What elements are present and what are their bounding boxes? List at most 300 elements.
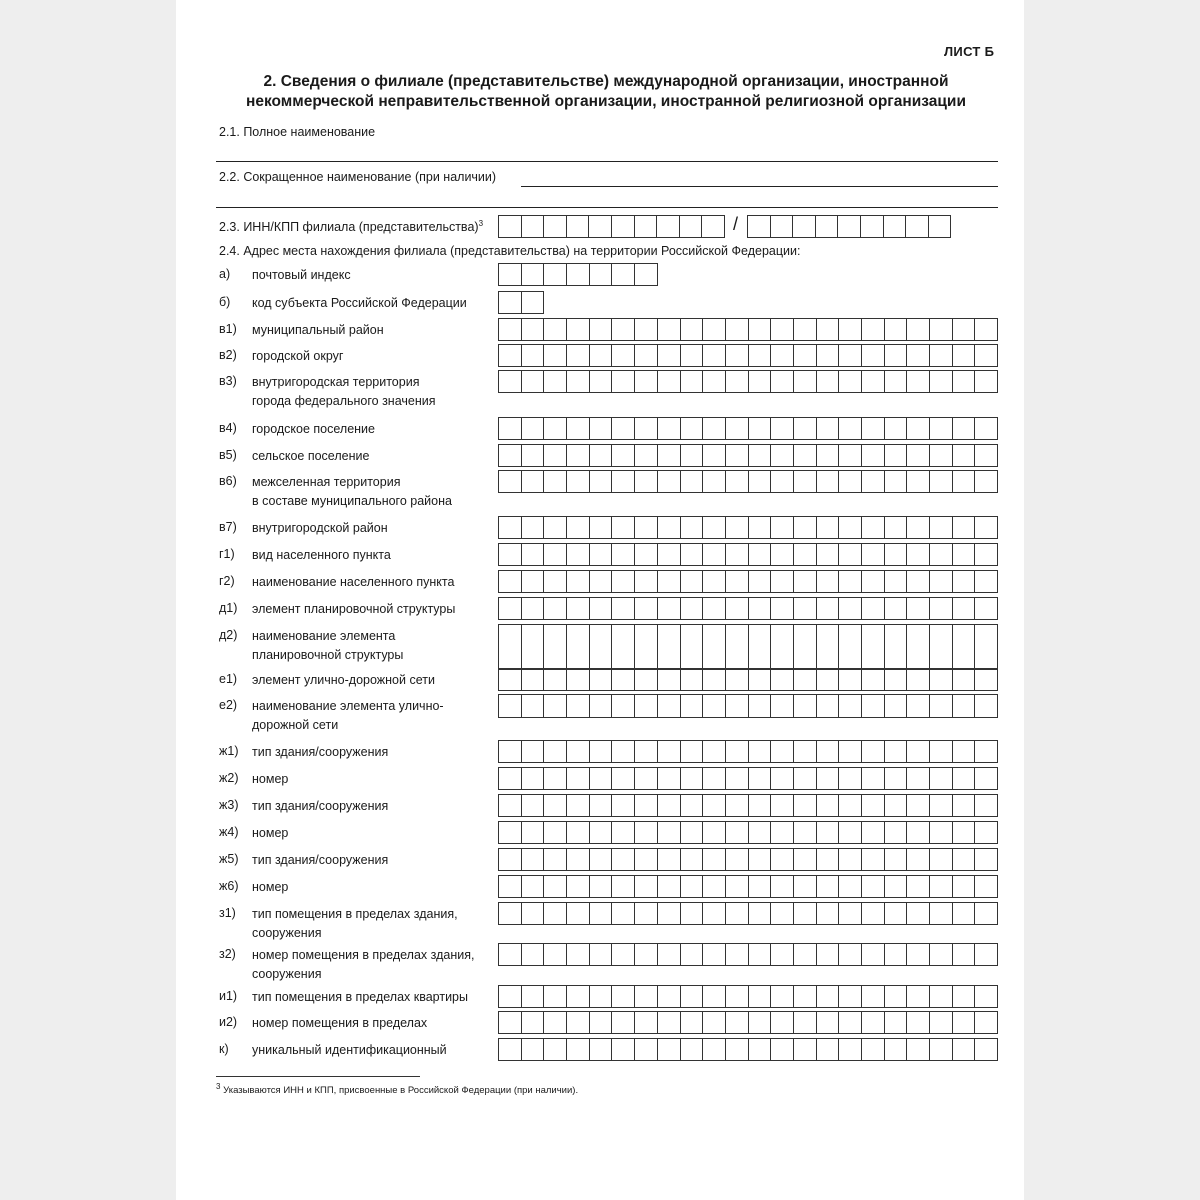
input-cell[interactable] (975, 445, 998, 467)
input-cell[interactable] (862, 903, 885, 925)
input-cell[interactable] (590, 741, 613, 763)
input-cell[interactable] (681, 849, 704, 871)
input-cell[interactable] (567, 669, 590, 691)
input-cell[interactable] (794, 669, 817, 691)
short-name-input-line[interactable] (521, 186, 998, 187)
input-cell[interactable] (499, 345, 522, 367)
input-cell[interactable] (930, 876, 953, 898)
input-cell[interactable] (885, 1012, 908, 1034)
input-cell[interactable] (544, 669, 567, 691)
input-cell[interactable] (567, 544, 590, 566)
input-cell[interactable] (794, 768, 817, 790)
input-cell[interactable] (885, 695, 908, 718)
input-cell[interactable] (749, 319, 772, 341)
input-cell[interactable] (612, 471, 635, 493)
input-cell[interactable] (544, 471, 567, 493)
input-cell[interactable] (794, 986, 817, 1008)
input-cell[interactable] (953, 345, 976, 367)
input-cell[interactable] (612, 517, 635, 539)
input-cell[interactable] (703, 903, 726, 925)
input-cell[interactable] (885, 418, 908, 440)
input-cell[interactable] (771, 741, 794, 763)
input-cell[interactable] (703, 445, 726, 467)
input-cell[interactable] (771, 1012, 794, 1034)
input-cell[interactable] (817, 822, 840, 844)
input-cell[interactable] (703, 768, 726, 790)
input-cell[interactable] (499, 695, 522, 718)
input-cell[interactable] (862, 1039, 885, 1061)
input-cell[interactable] (726, 319, 749, 341)
address-row-cells[interactable] (498, 570, 998, 593)
input-cell[interactable] (907, 371, 930, 393)
input-cell[interactable] (703, 544, 726, 566)
input-cell[interactable] (930, 371, 953, 393)
input-cell[interactable] (658, 371, 681, 393)
input-cell[interactable] (930, 822, 953, 844)
input-cell[interactable] (953, 669, 976, 691)
full-name-input-line[interactable] (216, 161, 998, 162)
input-cell[interactable] (817, 741, 840, 763)
input-cell[interactable] (975, 517, 998, 539)
input-cell[interactable] (726, 418, 749, 440)
input-cell[interactable] (817, 471, 840, 493)
input-cell[interactable] (907, 571, 930, 593)
input-cell[interactable] (590, 571, 613, 593)
input-cell[interactable] (930, 418, 953, 440)
input-cell[interactable] (590, 695, 613, 718)
input-cell[interactable] (862, 986, 885, 1008)
input-cell[interactable] (590, 986, 613, 1008)
address-row-cells[interactable] (498, 516, 998, 539)
input-cell[interactable] (590, 1039, 613, 1061)
input-cell[interactable] (499, 471, 522, 493)
input-cell[interactable] (817, 669, 840, 691)
input-cell[interactable] (703, 625, 726, 670)
input-cell[interactable] (590, 517, 613, 539)
input-cell[interactable] (885, 517, 908, 539)
input-cell[interactable] (907, 471, 930, 493)
input-cell[interactable] (794, 1039, 817, 1061)
input-cell[interactable] (522, 944, 545, 966)
address-row-cells[interactable] (498, 694, 998, 718)
input-cell[interactable] (794, 418, 817, 440)
input-cell[interactable] (567, 876, 590, 898)
input-cell[interactable] (953, 695, 976, 718)
input-cell[interactable] (703, 741, 726, 763)
input-cell[interactable] (953, 1012, 976, 1034)
input-cell[interactable] (975, 371, 998, 393)
input-cell[interactable] (681, 1012, 704, 1034)
input-cell[interactable] (975, 822, 998, 844)
input-cell[interactable] (544, 625, 567, 670)
input-cell[interactable] (612, 944, 635, 966)
input-cell[interactable] (817, 517, 840, 539)
input-cell[interactable] (681, 986, 704, 1008)
input-cell[interactable] (635, 598, 658, 620)
input-cell[interactable] (839, 544, 862, 566)
input-cell[interactable] (544, 571, 567, 593)
input-cell[interactable] (635, 571, 658, 593)
input-cell[interactable] (839, 345, 862, 367)
input-cell[interactable] (794, 319, 817, 341)
input-cell[interactable] (975, 876, 998, 898)
input-cell[interactable] (499, 418, 522, 440)
input-cell[interactable] (567, 471, 590, 493)
input-cell[interactable] (930, 669, 953, 691)
input-cell[interactable] (681, 598, 704, 620)
input-cell[interactable] (658, 669, 681, 691)
input-cell[interactable] (885, 544, 908, 566)
input-cell[interactable] (635, 517, 658, 539)
input-cell[interactable] (930, 741, 953, 763)
input-cell[interactable] (771, 822, 794, 844)
input-cell[interactable] (885, 598, 908, 620)
input-cell[interactable] (658, 695, 681, 718)
input-cell[interactable] (522, 903, 545, 925)
input-cell[interactable] (703, 695, 726, 718)
address-row-cells[interactable] (498, 543, 998, 566)
input-cell[interactable] (658, 517, 681, 539)
address-row-cells[interactable] (498, 624, 998, 670)
input-cell[interactable] (658, 876, 681, 898)
address-row-cells[interactable] (498, 1011, 998, 1034)
input-cell[interactable] (544, 849, 567, 871)
input-cell[interactable] (544, 371, 567, 393)
input-cell[interactable] (612, 822, 635, 844)
input-cell[interactable] (907, 669, 930, 691)
input-cell[interactable] (544, 445, 567, 467)
input-cell[interactable] (635, 216, 658, 238)
input-cell[interactable] (522, 264, 545, 286)
input-cell[interactable] (544, 598, 567, 620)
input-cell[interactable] (930, 1012, 953, 1034)
input-cell[interactable] (703, 986, 726, 1008)
input-cell[interactable] (930, 345, 953, 367)
input-cell[interactable] (522, 445, 545, 467)
input-cell[interactable] (522, 1039, 545, 1061)
input-cell[interactable] (839, 625, 862, 670)
input-cell[interactable] (590, 1012, 613, 1034)
input-cell[interactable] (681, 544, 704, 566)
address-row-cells[interactable] (498, 943, 998, 966)
input-cell[interactable] (839, 695, 862, 718)
input-cell[interactable] (635, 1012, 658, 1034)
input-cell[interactable] (953, 471, 976, 493)
input-cell[interactable] (975, 418, 998, 440)
input-cell[interactable] (953, 741, 976, 763)
input-cell[interactable] (590, 264, 613, 286)
input-cell[interactable] (567, 1012, 590, 1034)
input-cell[interactable] (817, 876, 840, 898)
input-cell[interactable] (499, 795, 522, 817)
input-cell[interactable] (726, 695, 749, 718)
input-cell[interactable] (975, 741, 998, 763)
input-cell[interactable] (612, 695, 635, 718)
input-cell[interactable] (907, 445, 930, 467)
address-row-cells[interactable] (498, 875, 998, 898)
input-cell[interactable] (862, 345, 885, 367)
input-cell[interactable] (590, 544, 613, 566)
input-cell[interactable] (726, 822, 749, 844)
input-cell[interactable] (612, 1012, 635, 1034)
input-cell[interactable] (635, 669, 658, 691)
input-cell[interactable] (726, 371, 749, 393)
input-cell[interactable] (612, 768, 635, 790)
input-cell[interactable] (817, 319, 840, 341)
input-cell[interactable] (567, 795, 590, 817)
input-cell[interactable] (658, 795, 681, 817)
input-cell[interactable] (930, 695, 953, 718)
input-cell[interactable] (703, 795, 726, 817)
input-cell[interactable] (794, 571, 817, 593)
address-row-cells[interactable] (498, 740, 998, 763)
input-cell[interactable] (862, 625, 885, 670)
input-cell[interactable] (953, 598, 976, 620)
input-cell[interactable] (635, 986, 658, 1008)
input-cell[interactable] (499, 903, 522, 925)
input-cell[interactable] (771, 903, 794, 925)
input-cell[interactable] (975, 849, 998, 871)
input-cell[interactable] (771, 598, 794, 620)
input-cell[interactable] (839, 768, 862, 790)
input-cell[interactable] (681, 319, 704, 341)
input-cell[interactable] (703, 822, 726, 844)
input-cell[interactable] (703, 669, 726, 691)
input-cell[interactable] (975, 944, 998, 966)
input-cell[interactable] (794, 795, 817, 817)
address-row-cells[interactable] (498, 668, 998, 691)
input-cell[interactable] (567, 625, 590, 670)
input-cell[interactable] (681, 741, 704, 763)
input-cell[interactable] (749, 986, 772, 1008)
input-cell[interactable] (567, 768, 590, 790)
input-cell[interactable] (749, 371, 772, 393)
input-cell[interactable] (658, 849, 681, 871)
input-cell[interactable] (499, 598, 522, 620)
input-cell[interactable] (522, 544, 545, 566)
input-cell[interactable] (953, 544, 976, 566)
input-cell[interactable] (907, 768, 930, 790)
input-cell[interactable] (567, 903, 590, 925)
input-cell[interactable] (544, 418, 567, 440)
input-cell[interactable] (793, 216, 816, 238)
input-cell[interactable] (522, 345, 545, 367)
input-cell[interactable] (975, 598, 998, 620)
address-row-cells[interactable] (498, 1038, 998, 1061)
input-cell[interactable] (885, 445, 908, 467)
input-cell[interactable] (499, 517, 522, 539)
input-cell[interactable] (726, 598, 749, 620)
input-cell[interactable] (907, 849, 930, 871)
address-row-cells[interactable] (498, 597, 998, 620)
input-cell[interactable] (862, 795, 885, 817)
input-cell[interactable] (839, 571, 862, 593)
input-cell[interactable] (703, 571, 726, 593)
input-cell[interactable] (862, 319, 885, 341)
input-cell[interactable] (612, 795, 635, 817)
input-cell[interactable] (771, 517, 794, 539)
input-cell[interactable] (749, 1039, 772, 1061)
input-cell[interactable] (703, 849, 726, 871)
input-cell[interactable] (499, 669, 522, 691)
input-cell[interactable] (817, 544, 840, 566)
input-cell[interactable] (817, 1012, 840, 1034)
input-cell[interactable] (862, 571, 885, 593)
input-cell[interactable] (975, 571, 998, 593)
input-cell[interactable] (681, 903, 704, 925)
input-cell[interactable] (953, 944, 976, 966)
input-cell[interactable] (907, 903, 930, 925)
input-cell[interactable] (884, 216, 907, 238)
input-cell[interactable] (771, 445, 794, 467)
input-cell[interactable] (862, 822, 885, 844)
input-cell[interactable] (839, 319, 862, 341)
input-cell[interactable] (522, 1012, 545, 1034)
input-cell[interactable] (794, 471, 817, 493)
input-cell[interactable] (771, 371, 794, 393)
input-cell[interactable] (861, 216, 884, 238)
input-cell[interactable] (749, 544, 772, 566)
input-cell[interactable] (544, 517, 567, 539)
input-cell[interactable] (930, 986, 953, 1008)
input-cell[interactable] (885, 849, 908, 871)
input-cell[interactable] (681, 517, 704, 539)
input-cell[interactable] (612, 544, 635, 566)
input-cell[interactable] (975, 1039, 998, 1061)
input-cell[interactable] (953, 625, 976, 670)
input-cell[interactable] (589, 216, 612, 238)
input-cell[interactable] (794, 371, 817, 393)
input-cell[interactable] (635, 544, 658, 566)
input-cell[interactable] (817, 571, 840, 593)
input-cell[interactable] (567, 371, 590, 393)
input-cell[interactable] (862, 598, 885, 620)
input-cell[interactable] (953, 319, 976, 341)
input-cell[interactable] (975, 625, 998, 670)
input-cell[interactable] (567, 822, 590, 844)
input-cell[interactable] (544, 741, 567, 763)
input-cell[interactable] (749, 876, 772, 898)
address-row-cells[interactable] (498, 985, 998, 1008)
input-cell[interactable] (522, 822, 545, 844)
input-cell[interactable] (930, 795, 953, 817)
input-cell[interactable] (658, 418, 681, 440)
input-cell[interactable] (499, 319, 522, 341)
input-cell[interactable] (590, 445, 613, 467)
input-cell[interactable] (726, 849, 749, 871)
address-row-cells[interactable] (498, 794, 998, 817)
input-cell[interactable] (817, 625, 840, 670)
input-cell[interactable] (726, 625, 749, 670)
input-cell[interactable] (907, 598, 930, 620)
input-cell[interactable] (522, 371, 545, 393)
input-cell[interactable] (499, 944, 522, 966)
input-cell[interactable] (794, 822, 817, 844)
input-cell[interactable] (930, 571, 953, 593)
input-cell[interactable] (522, 849, 545, 871)
input-cell[interactable] (975, 695, 998, 718)
input-cell[interactable] (862, 371, 885, 393)
address-row-cells[interactable] (498, 767, 998, 790)
input-cell[interactable] (590, 876, 613, 898)
input-cell[interactable] (658, 741, 681, 763)
input-cell[interactable] (726, 903, 749, 925)
address-row-cells[interactable] (498, 444, 998, 467)
input-cell[interactable] (612, 849, 635, 871)
input-cell[interactable] (794, 944, 817, 966)
input-cell[interactable] (681, 669, 704, 691)
input-cell[interactable] (930, 544, 953, 566)
input-cell[interactable] (703, 345, 726, 367)
input-cell[interactable] (794, 903, 817, 925)
input-cell[interactable] (681, 418, 704, 440)
input-cell[interactable] (817, 1039, 840, 1061)
input-cell[interactable] (522, 625, 545, 670)
input-cell[interactable] (794, 544, 817, 566)
input-cell[interactable] (522, 695, 545, 718)
input-cell[interactable] (748, 216, 771, 238)
input-cell[interactable] (953, 795, 976, 817)
address-row-cells[interactable] (498, 848, 998, 871)
input-cell[interactable] (681, 695, 704, 718)
input-cell[interactable] (862, 669, 885, 691)
input-cell[interactable] (975, 795, 998, 817)
input-cell[interactable] (862, 876, 885, 898)
input-cell[interactable] (726, 571, 749, 593)
input-cell[interactable] (885, 944, 908, 966)
input-cell[interactable] (612, 903, 635, 925)
input-cell[interactable] (544, 319, 567, 341)
input-cell[interactable] (749, 849, 772, 871)
address-row-cells[interactable] (498, 291, 544, 314)
input-cell[interactable] (885, 876, 908, 898)
input-cell[interactable] (522, 795, 545, 817)
input-cell[interactable] (907, 695, 930, 718)
input-cell[interactable] (953, 849, 976, 871)
input-cell[interactable] (816, 216, 839, 238)
input-cell[interactable] (499, 986, 522, 1008)
input-cell[interactable] (567, 598, 590, 620)
input-cell[interactable] (862, 944, 885, 966)
input-cell[interactable] (930, 517, 953, 539)
input-cell[interactable] (726, 1012, 749, 1034)
input-cell[interactable] (658, 1012, 681, 1034)
input-cell[interactable] (590, 625, 613, 670)
input-cell[interactable] (635, 849, 658, 871)
input-cell[interactable] (681, 471, 704, 493)
short-name-input-line-2[interactable] (216, 207, 998, 208)
input-cell[interactable] (522, 876, 545, 898)
input-cell[interactable] (612, 876, 635, 898)
input-cell[interactable] (590, 795, 613, 817)
input-cell[interactable] (612, 216, 635, 238)
input-cell[interactable] (658, 544, 681, 566)
input-cell[interactable] (590, 418, 613, 440)
input-cell[interactable] (839, 1012, 862, 1034)
input-cell[interactable] (658, 625, 681, 670)
input-cell[interactable] (885, 371, 908, 393)
input-cell[interactable] (771, 849, 794, 871)
input-cell[interactable] (794, 445, 817, 467)
input-cell[interactable] (771, 768, 794, 790)
input-cell[interactable] (771, 669, 794, 691)
input-cell[interactable] (544, 264, 567, 286)
input-cell[interactable] (726, 517, 749, 539)
input-cell[interactable] (567, 319, 590, 341)
input-cell[interactable] (680, 216, 703, 238)
input-cell[interactable] (817, 445, 840, 467)
input-cell[interactable] (839, 445, 862, 467)
